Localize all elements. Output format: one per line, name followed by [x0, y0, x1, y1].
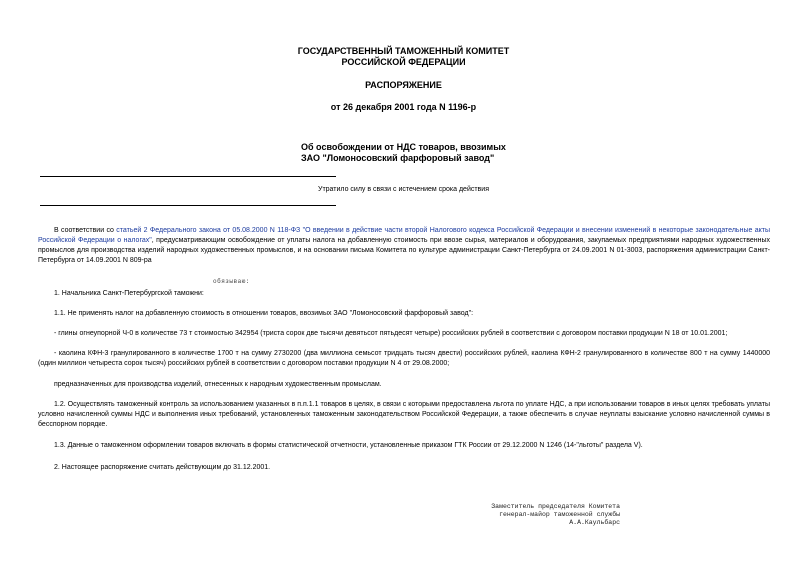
divider-top [40, 176, 336, 177]
paragraph-2: 2. Настоящее распоряжение считать действующим до 31.12.2001. [54, 464, 271, 471]
signature-name: А.А.Каульбарс [569, 519, 620, 526]
intended-use: предназначенных для производства изделий, отнесенных к народным художественным промыслам. [54, 381, 382, 388]
preamble [38, 226, 770, 266]
ordered-word: обязываю: [213, 278, 250, 285]
signature-position: Заместитель председателя Комитета [491, 503, 620, 510]
title-line1: Об освобождении от НДС товаров, ввозимых [301, 142, 506, 152]
preamble-suffix: , предусматривающим освобождение от уплаты налога на добавленную стоимость при ввозе сырья, материалов и оборудования, закупаемых предприятиями народных художественных промыслов для производства изделий народных художественных промыслов, и на основании письма Комитета по культуре администрации Санкт-Петербурга от 24.09.2001 N 01-3003, распоряжения администрации Санкт-Петербурга от 14.09.2001 N 809-ра [38, 237, 770, 264]
list-item-clay: - глины огнеупорной Ч-0 в количестве 73 т стоимостью 342954 (триста сорок две тысячи девятьсот пятьдесят четыре) российских рублей в соответствии с договором поставки продукции N 18 от 10.01.2001; [54, 330, 728, 337]
paragraph-1-2: 1.2. Осуществлять таможенный контроль за использованием указанных в п.п.1.1 товаров в целях, в связи с которыми предоставлена льгота по уплате НДС, а при использовании товаров в иных целях требовать уплаты условно начисленной суммы НДС и выполнения иных требований, установленных таможенным законодательством Российской Федерации, а также обеспечить в случае неуплаты взыскание условно начисленной суммы в бесспорном порядке. [38, 401, 770, 428]
preamble-prefix: В соответствии со [54, 227, 117, 234]
divider-bottom [40, 205, 336, 206]
paragraph-1: 1. Начальника Санкт-Петербургской таможни: [54, 290, 204, 297]
signature-block [488, 503, 620, 527]
law-reference-link[interactable]: статьей 2 Федерального закона от 05.08.2000 N 118-ФЗ "О введении в действие части второй Налогового кодекса Российской Федерации и внесении изменений в некоторые законодательные акты Российской Федерации о налогах" [38, 227, 770, 244]
signature-rank: генерал-майор таможенной службы [499, 511, 620, 518]
document-type: РАСПОРЯЖЕНИЕ [365, 80, 442, 90]
list-item-kaolin: - каолина КФН-3 гранулированного в количестве 1700 т на сумму 2730200 (два миллиона семьсот тридцать тысяч двести) российских рублей, каолина КФН-2 гранулированного в количестве 800 т на сумму 1440000 (один миллион четыреста сорок тысяч) российских рублей в соответствии с договором поставки продукции N 4 от 29.08.2000; [38, 350, 770, 367]
document-date-number: от 26 декабря 2001 года N 1196-р [330, 102, 477, 112]
paragraph-1-1: 1.1. Не применять налог на добавленную стоимость в отношении товаров, ввозимых ЗАО "Ломоносовский фарфоровый завод": [54, 310, 474, 317]
title-line2: ЗАО "Ломоносовский фарфоровый завод" [301, 153, 495, 163]
status-note: Утратило силу в связи с истечением срока действия [318, 186, 489, 193]
committee-name-line1: ГОСУДАРСТВЕННЫЙ ТАМОЖЕННЫЙ КОМИТЕТ [297, 46, 510, 56]
paragraph-1-3: 1.3. Данные о таможенном оформлении товаров включать в формы статистической отчетности, установленные приказом ГТК России от 29.12.2000 N 1246 (14-"льготы" раздела V). [54, 442, 643, 449]
document-title [301, 142, 506, 164]
committee-name-line2: РОССИЙСКОЙ ФЕДЕРАЦИИ [341, 57, 466, 67]
